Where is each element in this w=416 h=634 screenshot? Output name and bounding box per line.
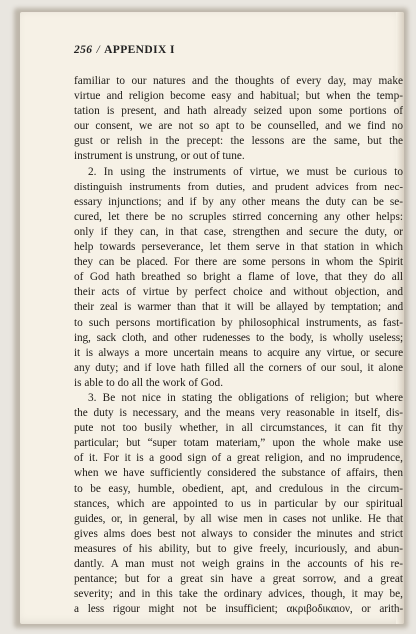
header-separator: / xyxy=(96,44,101,56)
body-text xyxy=(74,74,403,617)
text-line: help towards perseverance, let them serve in that station in which xyxy=(74,241,403,254)
book-page xyxy=(20,12,404,624)
text-line: measures of his ability, but to give freely, incuriously, and abun- xyxy=(74,542,403,555)
text-line: familiar to our natures and the thoughts of every day, may make xyxy=(74,75,403,87)
text-line: any duty; and if love hath filled all the corners of our soul, it alone xyxy=(74,361,403,374)
text-line: a less rigour might not be insufficient; ακριβοδικαιον, or arith- xyxy=(74,603,403,616)
page-number: 256 xyxy=(74,44,93,56)
paragraph-3-start: 3. Be not nice in stating the obligations of religion; but where xyxy=(88,391,403,404)
text-line: to be easy, humble, obedient, apt, and credulous in the circum- xyxy=(74,482,403,495)
running-title: APPENDIX I xyxy=(104,44,175,56)
text-line: their acts of virtue by perfect choice and without objection, and xyxy=(74,286,403,299)
text-line: to such persons mortification by philosophical instruments, as fast- xyxy=(74,316,403,329)
text-line: pentance; but for a great sin have a great sorrow, and a great xyxy=(74,573,403,586)
text-line: gives alms does best not always to consider the minutes and strict xyxy=(74,527,403,540)
text-line: only if they can, in that case, strengthen and secure the duty, or xyxy=(74,225,403,238)
text-line: gust or relish in the precept: the lessons are the same, but the xyxy=(74,135,403,148)
text-line: it is always a more uncertain means to acquire any virtue, or secure xyxy=(74,346,403,359)
text-line: dantly. A man must not weigh grains in the accounts of his re- xyxy=(74,558,403,570)
text-line: tation is present, and hath already seized upon some portions of xyxy=(74,105,403,118)
text-line: of it. For it is a good sign of a great religion, and no imprudence, xyxy=(74,452,403,465)
text-line: pute not too busily whether, in all circumstances, it can fit thy xyxy=(74,422,403,435)
text-line: our consent, we are not so apt to be counselled, and we find no xyxy=(74,120,403,133)
paragraph-2-start: 2. In using the instruments of virtue, we must be curious to xyxy=(88,165,403,178)
text-line: cured, let there be no scruples stirred concerning any other helps: xyxy=(74,210,403,223)
text-line: is able to do all the work of God. xyxy=(74,376,224,389)
text-line: essary injunctions; and if by any other means the duty can be se- xyxy=(74,195,403,208)
text-line: particular; but “super totam materiam,” upon the whole make use xyxy=(74,437,403,450)
text-line: when we have sufficiently considered the substance of affairs, then xyxy=(74,467,403,480)
text-line: guides, or, in general, by all wise men in cases not unlike. He that xyxy=(74,512,403,525)
text-line: distinguish instruments from duties, and prudent advices from nec- xyxy=(74,180,403,193)
text-line: severity; and in this take the ordinary advices, though, it may be, xyxy=(74,588,403,601)
text-line: stances, which are appointed to us in particular by our spiritual xyxy=(74,497,403,510)
text-line: of God hath breathed so bright a flame of love, that they do all xyxy=(74,271,403,284)
text-line: ing, sack cloth, and other rudenesses to the body, is wholly useless; xyxy=(74,331,403,344)
text-line: they can be placed. For there are some persons in whom the Spirit xyxy=(74,256,403,269)
running-header xyxy=(74,44,175,56)
text-line: virtue and religion become easy and habitual; but when the temp- xyxy=(74,90,403,103)
text-line: the duty is necessary, and the means very reasonable in itself, dis- xyxy=(74,407,403,420)
text-line: instrument is unstrung, or out of tune. xyxy=(74,150,245,163)
text-line: their zeal is warmer than that it will be allayed by temptation; and xyxy=(74,301,403,314)
